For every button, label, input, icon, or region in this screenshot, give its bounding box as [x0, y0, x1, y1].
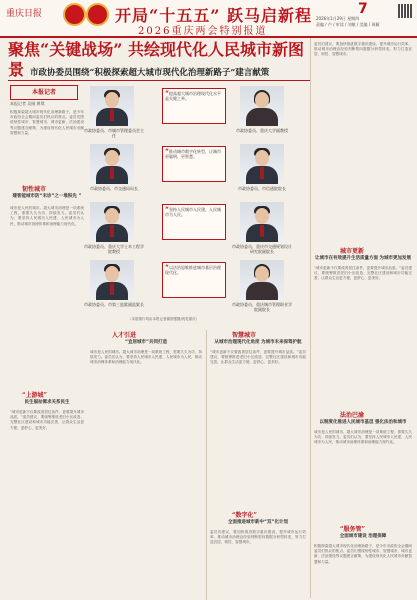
portrait-caption: 市政协委员、市交通局局长 [90, 186, 138, 191]
editor-credits: 责编 / 卢 / 审读 / 刘敏 / 美编 / 周颖 [316, 22, 380, 27]
section-subtitle: 建智能城市防“未诊”之一堆积先 ” [12, 194, 82, 199]
portrait-photo [240, 144, 284, 184]
column-divider [206, 330, 207, 600]
portrait-photo [240, 260, 284, 300]
body-column: 城市是人民的城市。超大城市治理是一项系统工程，需要久久为功、持续发力。委员们认为，要坚持人民城市人民建、人民城市为人民，推动城市治理体系和治理能力现代化。 [314, 430, 412, 445]
section-subtitle: “宜居城市”共同打造 [125, 340, 167, 345]
portrait-caption: 市政协委员、重庆城市管理职业学院副院长 [232, 302, 292, 312]
portrait-photo [90, 86, 134, 126]
section-title: 法治巴渝 [340, 412, 365, 419]
photo-grid [84, 86, 302, 312]
portrait-photo [240, 86, 284, 126]
qr-code-icon [398, 4, 412, 18]
dateline: 2026年1月29日 星期四 [316, 16, 360, 21]
quote-box: “提高超大城市治理现代化水平是关键之举。 [162, 88, 226, 124]
emblem-icon [86, 3, 109, 26]
article-headline: 聚焦“关键战场” 共绘现代化人民城市新图景 [8, 40, 304, 79]
quote-box: “坚持人民城市人民建、人民城市为人民。 [162, 204, 226, 240]
masthead [0, 0, 417, 38]
section-subtitle: 从城市治理现代化角度 为城市未来保驾护航 [214, 340, 302, 345]
body-column: 城市是人民的城市。超大城市治理是一项系统工程，需要久久为功、持续发力。委员们认为，要坚持人民城市人民建、人民城市为人民，推动城市治理体系和治理能力现代化。 [10, 206, 84, 226]
portrait-photo [90, 260, 134, 300]
section-subtitle: 全面推进城市新中“双”化计划 [228, 520, 288, 525]
body-column: “城市更新不仅要改善居住条件，更要提升城市品质。”委员建议，要统筹推进老旧小区改造、完整社区建设和城市功能完善，让群众生活更方便、更舒心、更美好。 [210, 350, 306, 365]
quote-box: “推动城市数字化转型，让城市更聪明、更智慧。 [162, 146, 226, 182]
body-column: 城市是人民的城市。超大城市治理是一项系统工程，需要久久为功、持续发力。委员们认为，要坚持人民城市人民建、人民城市为人民，推动城市治理体系和治理能力现代化。 [90, 350, 202, 365]
headline-rule [8, 80, 310, 81]
portrait-caption: 市政协委员、重庆大学土木工程学院教授 [84, 244, 144, 254]
section-title: “服务管” [340, 526, 365, 533]
newspaper-logo: 重庆日报 [6, 9, 43, 19]
section-title: 智慧城市 [232, 332, 257, 339]
banner-subtitle: 2026重庆两会特别报道 [138, 26, 268, 37]
section-title: 城市更新 [340, 248, 365, 255]
portrait-caption: 市政协委员、市信通院院长 [238, 186, 286, 191]
emblem-icon [63, 3, 86, 26]
article-subhead: 市政协委员围绕“积极探索超大城市现代化治理新路子”建言献策 [30, 68, 270, 78]
portrait-caption: 市政协委员、重庆市交通规划设计研究院副院长 [232, 244, 292, 254]
banner-title: 开局“十五五” 跃马启新程 [115, 6, 312, 25]
body-column: 委员们建议，要加快推进数字重庆建设，提升城市运行效率，推动城市治理由经验判断型向数据分析型转变，努力打造宜居、韧性、智慧城市。 [314, 42, 412, 57]
page-number: 7 [358, 1, 368, 17]
section-title: “上游城” [22, 392, 47, 399]
portrait-caption: 市政协委员、市城市管理委员会主任 [84, 128, 144, 138]
portrait-caption: 市政协委员、重庆大学副教授 [236, 128, 288, 133]
body-column: “城市更新不仅要改善居住条件，更要提升城市品质。”委员建议，要统筹推进老旧小区改造、完整社区建设和城市功能完善，让群众生活更方便、更舒心、更美好。 [10, 410, 84, 430]
body-column: “城市更新不仅要改善居住条件，更要提升城市品质。”委员建议，要统筹推进老旧小区改造、完整社区建设和城市功能完善，让群众生活更方便、更舒心、更美好。 [314, 266, 412, 281]
quote-box: “以法治思维推进城市基层治理现代化。 [162, 262, 226, 298]
section-title: 韧性城市 [22, 186, 47, 193]
portrait-photo [240, 202, 284, 242]
section-subtitle: 以制度化推进人民城市基层 强化法治和城市 [319, 420, 407, 425]
portrait-caption: 市政协委员、市第三监狱副监狱长 [84, 302, 144, 307]
photo-credit: （本组图片均由本报记者谢智强摄/视觉重庆） [128, 317, 200, 321]
portrait-photo [90, 144, 134, 184]
byline-label: 本报记者 [10, 85, 78, 100]
body-column: 委员们建议，要加快推进数字重庆建设，提升城市运行效率，推动城市治理由经验判断型向数据分析型转变，努力打造宜居、韧性、智慧城市。 [210, 530, 306, 545]
section-title: 人才引进 [112, 332, 137, 339]
section-subtitle: 民生福祉需求关系民生 [24, 400, 70, 405]
section-title: “数字化” [232, 512, 257, 519]
column-divider [310, 38, 311, 598]
section-subtitle: 让城市在有效提升生活质量方面 为城市更加发展 [314, 256, 412, 261]
portrait-photo [90, 202, 134, 242]
body-column: 积极探索超大城市现代化治理新路子，是今年市政协全会期间委员们热议的焦点。委员们围绕韧性城市、智慧城市、城市更新、法治建设等议题建言献策，为建设现代化人民城市贡献智慧和力量。 [314, 544, 412, 564]
section-subtitle: 全面城市建设 治理保障 [339, 534, 387, 539]
lead-paragraph: 积极探索超大城市现代化治理新路子，是今年市政协全会期间委员们热议的焦点。委员们围绕韧性城市、智慧城市、城市更新、法治建设等议题建言献策，为建设现代化人民城市贡献智慧和力量。 [10, 110, 84, 135]
reporter-credit: 本报记者 吴刚 黄琪 [10, 101, 45, 106]
